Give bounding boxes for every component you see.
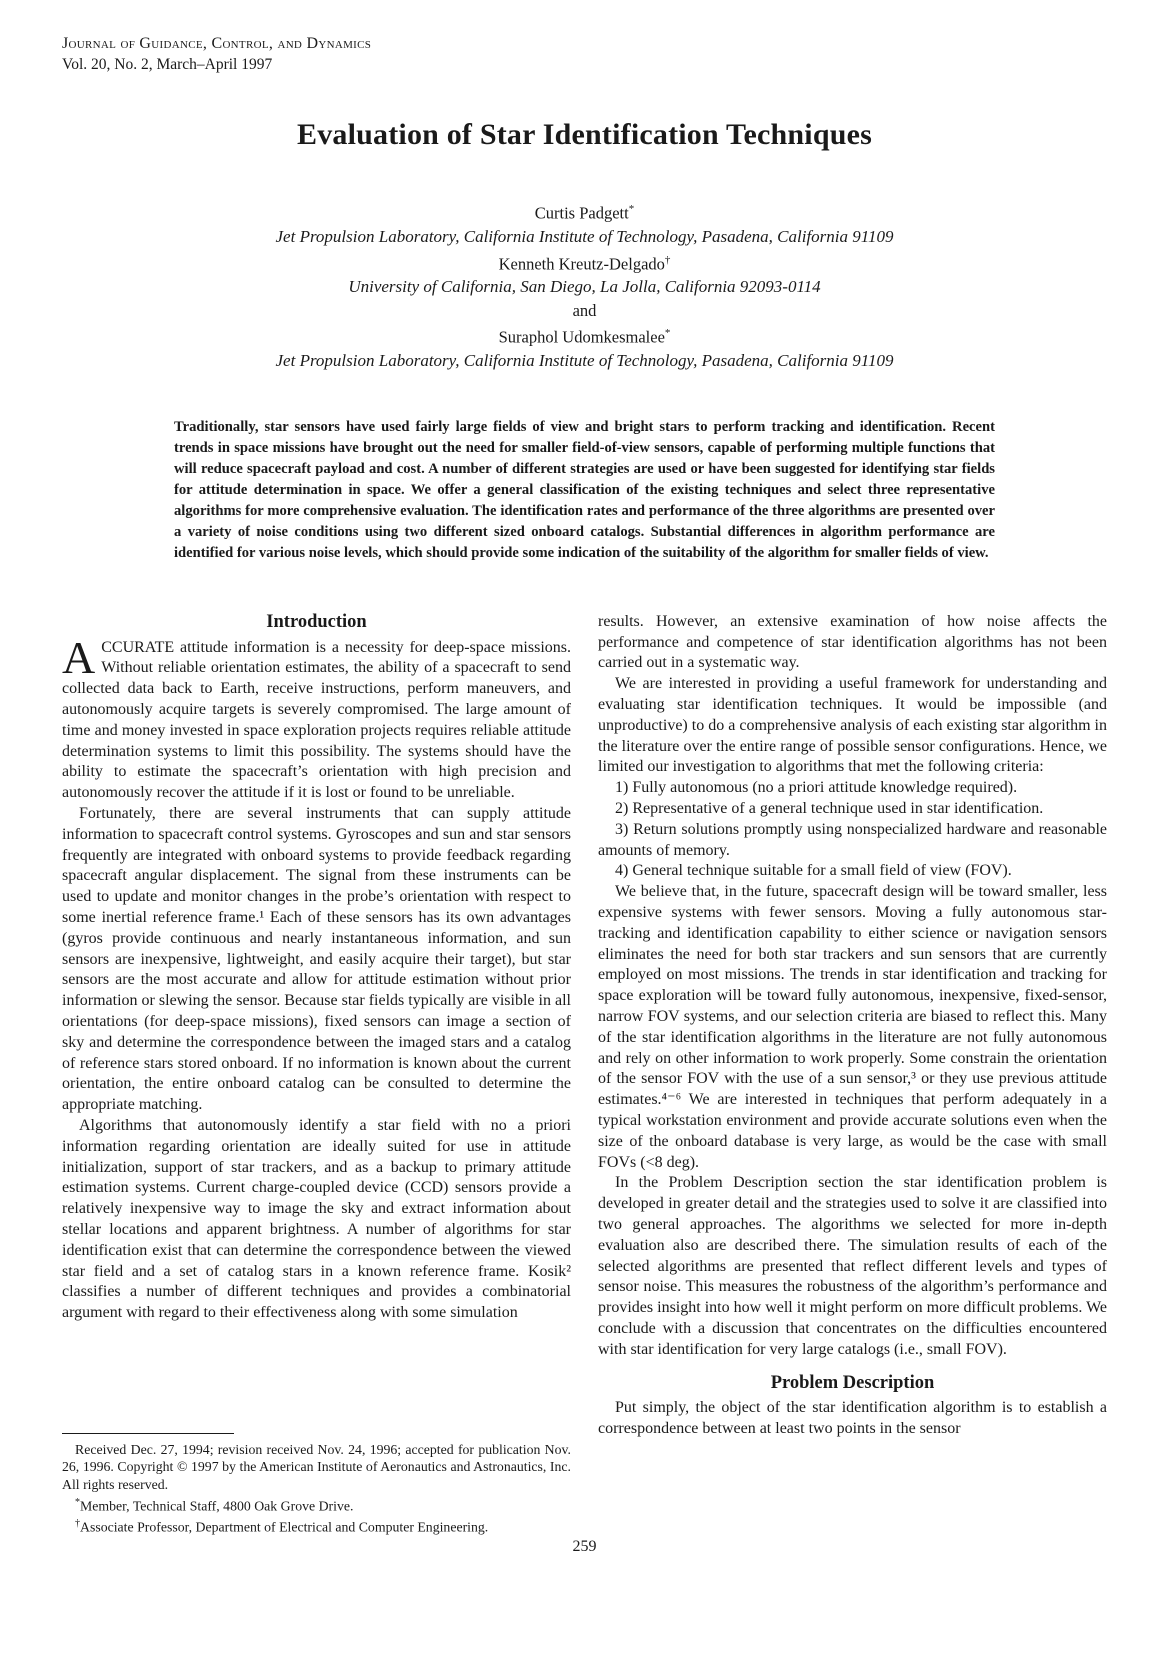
author-connector: and bbox=[572, 301, 597, 321]
author-3-footnote-mark: * bbox=[664, 327, 671, 340]
footnote-associate-mark: † bbox=[75, 1517, 80, 1529]
author-name-1-text: Curtis Padgett bbox=[534, 203, 629, 223]
paragraph-results: results. However, an extensive examination of how noise affects the performance and competence of star identification algorithms has not been carried out in a systematic way. bbox=[598, 612, 1107, 672]
right-column bbox=[598, 612, 1107, 1536]
left-column bbox=[62, 612, 571, 1536]
footnote-associate bbox=[62, 1515, 571, 1536]
page-number: 259 bbox=[572, 1538, 597, 1555]
paragraph-framework: We are interested in providing a useful framework for understanding and evaluating star identification techniques. It would be impossible (and unproductive) to do a comprehensive analysis of each existing star algorithm in the literature over the entire range of possible sensor configurations. Hence, we limited our investigation to algorithms that met the following criteria: bbox=[598, 675, 1107, 776]
footnote-rule bbox=[62, 1433, 234, 1434]
paragraph-problem-description: Put simply, the object of the star identification algorithm is to establish a correspondence between at least two points in the sensor bbox=[598, 1399, 1107, 1438]
dropcap-letter: A bbox=[62, 631, 96, 683]
paper-title: Evaluation of Star Identification Techniques bbox=[296, 118, 873, 152]
paragraph-intro-2: Fortunately, there are several instruments that can supply attitude information to spacecraft control systems. Gyroscopes and sun and star sensors frequently are integrated with onboard systems to provide feedback regarding spacecraft angular displacement. The signal from these instruments can be used to update and monitor changes in the probe’s orientation with respect to some inertial reference frame.¹ Each of these sensors has its own advantages (gyros provide continuous and nearly instantaneous information, and sun sensors are inexpensive, lightweight, and easily acquire their target), but star sensors are the most accurate and allow for attitude estimation without prior information or slewing the sensor. Because star fields typically are visible in all orientations (for deep-space missions), fixed sensors can image a section of sky and determine the correspondence between the imaged stars and a catalog of reference stars stored onboard. If no information is known about the current orientation, the entire onboard catalog can be consulted to determine the appropriate matching. bbox=[62, 805, 571, 1114]
paragraph-intro-3: Algorithms that autonomously identify a star field with no a priori information regarding orientation are ideally suited for use in attitude initialization, support of star trackers, and as a backup to primary attitude estimation systems. Current charge-coupled device (CCD) sensors provide a relatively inexpensive way to image the sky and extract information about stellar locations and apparent brightness. A number of algorithms for star identification exist that can determine the correspondence between the viewed star field and a set of catalog stars in a known reference frame. Kosik² classifies a number of different techniques and provides a combinatorial argument with regard to their effectiveness along with some simulation bbox=[62, 1117, 571, 1322]
author-name-2-text: Kenneth Kreutz-Delgado bbox=[498, 254, 665, 274]
author-name-2 bbox=[62, 249, 1107, 276]
author-2-affiliation: University of California, San Diego, La Jolla, California 92093-0114 bbox=[348, 277, 821, 297]
journal-issue: Vol. 20, No. 2, March–April 1997 bbox=[62, 56, 273, 73]
criteria-item-1: 1) Fully autonomous (no a priori attitude knowledge required). bbox=[615, 779, 1018, 797]
footnote-member bbox=[62, 1494, 571, 1515]
body-columns bbox=[62, 612, 1107, 1536]
journal-masthead bbox=[62, 34, 1107, 74]
author-name-1 bbox=[62, 198, 1107, 225]
paragraph-intro-1 bbox=[62, 631, 571, 804]
author-1-footnote-mark: * bbox=[628, 203, 635, 216]
footnote-associate-text: Associate Professor, Department of Electrical and Computer Engineering. bbox=[80, 1519, 489, 1535]
footnote-member-text: Member, Technical Staff, 4800 Oak Grove Drive. bbox=[80, 1498, 354, 1514]
author-name-3 bbox=[62, 322, 1107, 349]
author-name-3-text: Suraphol Udomkesmalee bbox=[498, 327, 665, 347]
abstract: Traditionally, star sensors have used fairly large fields of view and bright stars to perform tracking and identification. Recent trends in space missions have brought out the need for smaller field-of-view sensors, capable of performing multiple functions that will reduce spacecraft payload and cost. A number of different strategies are used or have been suggested for identifying star fields for attitude determination in space. We offer a general classification of the existing techniques and select three representative algorithms for more comprehensive evaluation. The identification rates and performance of the three algorithms are presented over a variety of noise conditions using two different sized onboard catalogs. Substantial differences in algorithm performance are identified for various noise levels, which should provide some indication of the suitability of the algorithm for smaller fields of view. bbox=[174, 418, 995, 561]
section-heading-problem-description: Problem Description bbox=[770, 1372, 935, 1393]
footnote-block bbox=[62, 1433, 571, 1536]
journal-name: Journal of Guidance, Control, and Dynamics bbox=[62, 35, 372, 52]
paragraph-we-believe: We believe that, in the future, spacecraft design will be toward smaller, less expensive systems with fewer sensors. Moving a fully autonomous star-tracking and identification capability to either science or navigation sensors eliminates the need for both star trackers and sun sensors that are currently employed on most missions. The trends in star identification and tracking for space exploration will be toward fully autonomous, inexpensive, fixed-sensor, narrow FOV systems, and our selection criteria are biased to reflect this. Many of the star identification algorithms in the literature are not fully autonomous and rely on other information to work properly. Some constrain the orientation of the sensor FOV with the use of a sun sensor,³ or they use previous attitude estimates.⁴⁻⁶ We are interested in techniques that perform adequately in a typical workstation environment and provide accurate solutions even when the size of the onboard database is very large, as would be the case with small FOVs (<8 deg). bbox=[598, 883, 1107, 1171]
author-3-affiliation: Jet Propulsion Laboratory, California Institute of Technology, Pasadena, California 91109 bbox=[275, 350, 894, 370]
criteria-item-2: 2) Representative of a general technique used in star identification. bbox=[615, 800, 1044, 818]
paragraph-overview: In the Problem Description section the star identification problem is developed in greater detail and the strategies used to solve it are classified into two general approaches. The algorithms we selected for more in-depth evaluation also are described there. The simulation results of each of the selected algorithms are presented that reflect different levels and types of sensor noise. This measures the robustness of the algorithm’s performance and provides insight into how well it might perform on more difficult problems. We conclude with a discussion that concentrates on the difficulties encountered with star identification for very large catalogs (i.e., small FOV). bbox=[598, 1174, 1107, 1358]
section-heading-introduction: Introduction bbox=[266, 611, 367, 632]
footnote-received: Received Dec. 27, 1994; revision received Nov. 24, 1996; accepted for publication Nov. 26, 1996. Copyright © 1997 by the American Institute of Aeronautics and Astronautics, Inc. All rights reserved. bbox=[62, 1441, 571, 1492]
footnote-member-mark: * bbox=[75, 1496, 80, 1508]
paragraph-intro-1-text: CCURATE attitude information is a necessity for deep-space missions. Without reliable orientation estimates, the ability of a spacecraft to send collected data back to Earth, receive instructions, perform maneuvers, and autonomously acquire targets is severely compromised. The large amount of time and money invested in space exploration projects requires reliable attitude determination systems to limit this possibility. The systems should have the ability to estimate the spacecraft’s orientation with high precision and autonomously recover the attitude if it is lost or found to be unreliable. bbox=[62, 638, 571, 802]
criteria-item-3: 3) Return solutions promptly using nonspecialized hardware and reasonable amounts of memory. bbox=[598, 820, 1107, 859]
criteria-item-4: 4) General technique suitable for a small field of view (FOV). bbox=[615, 862, 1012, 880]
author-1-affiliation: Jet Propulsion Laboratory, California Institute of Technology, Pasadena, California 91109 bbox=[275, 226, 894, 246]
author-block bbox=[62, 198, 1107, 373]
author-2-footnote-mark: † bbox=[664, 253, 671, 266]
